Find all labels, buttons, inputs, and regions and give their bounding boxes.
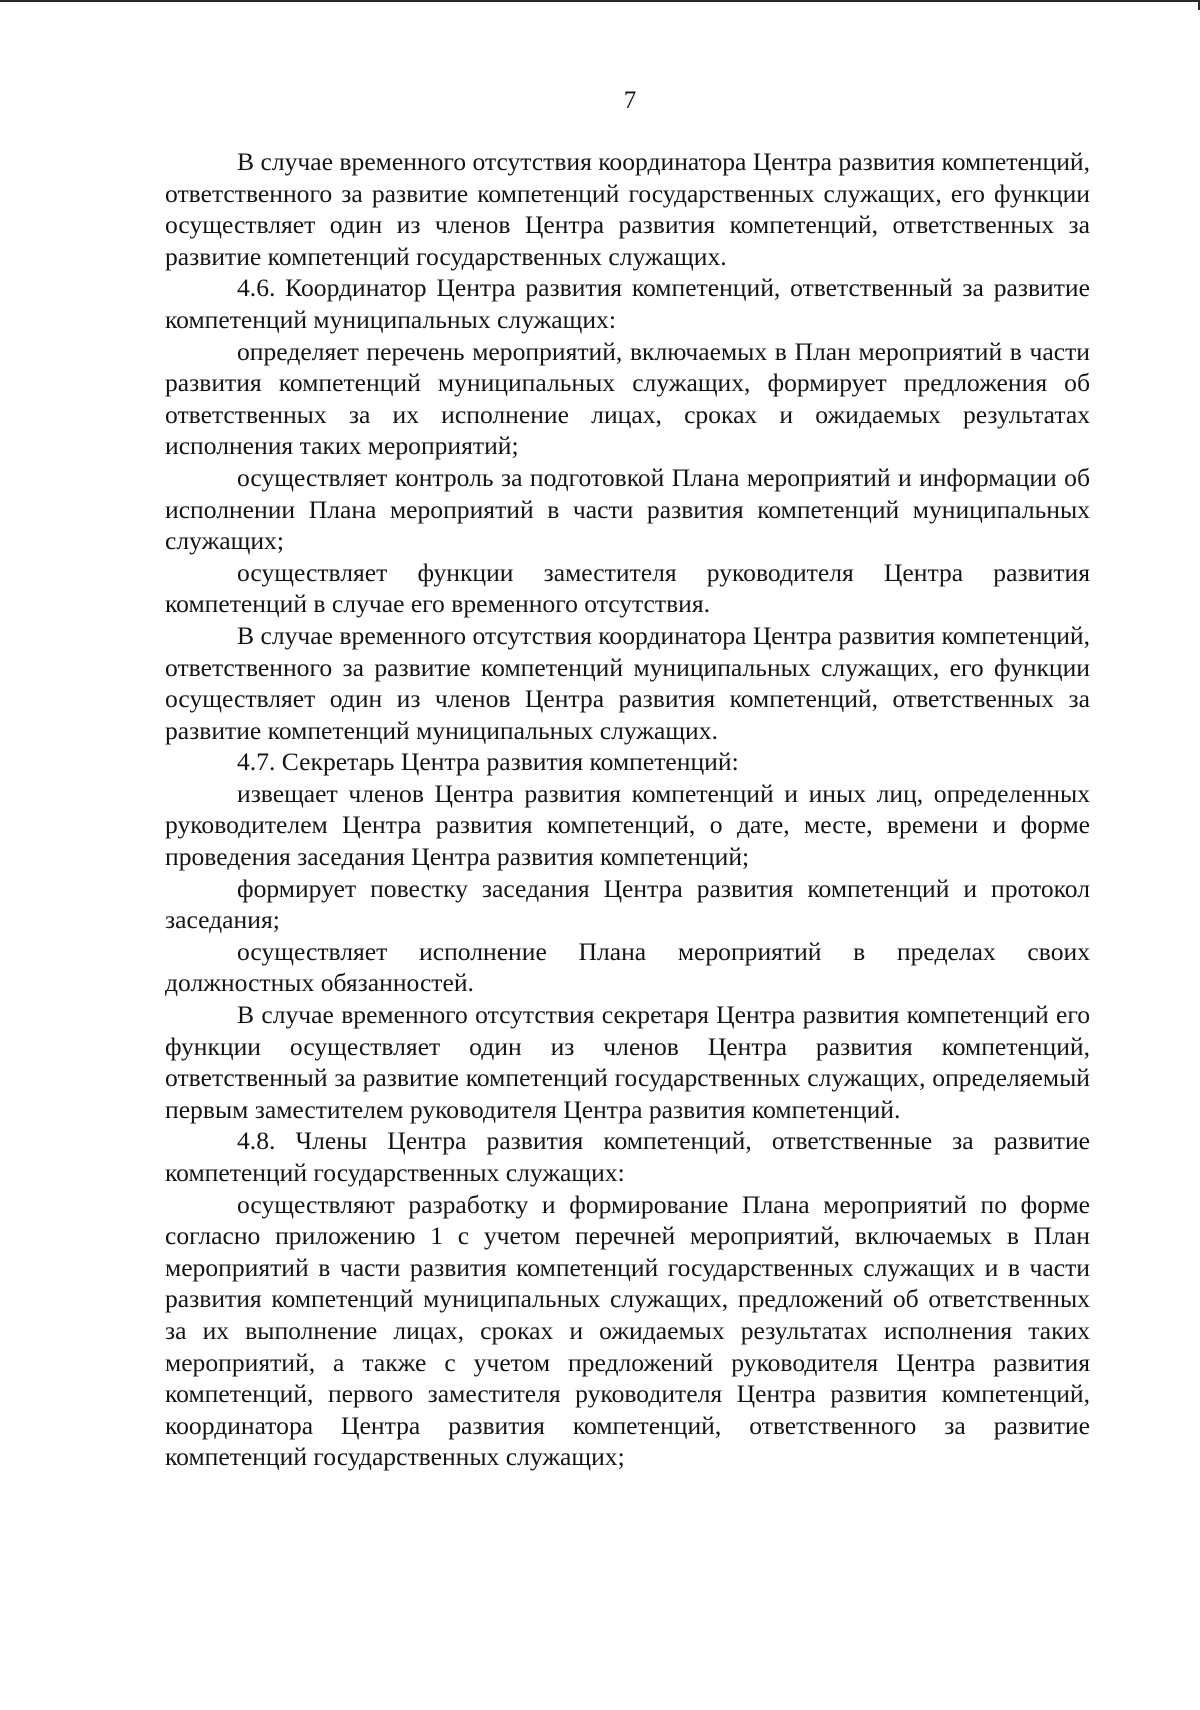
paragraph-absence-secretary: В случае временного отсутствия секретаря Центра развития компетенций его функции осуществляет один из членов Центра развития компетенций, ответственный за развитие компетенций государственных служащих, определяемый первым заместителем руководителя Центра развития компетенций.	[165, 1000, 1090, 1124]
paragraph-4-7-heading: 4.7. Секретарь Центра развития компетенций:	[237, 747, 739, 777]
paragraph-4-8-heading: 4.8. Члены Центра развития компетенций, ответственные за развитие компетенций государственных служащих:	[165, 1126, 1090, 1187]
document-body	[165, 146, 1090, 1473]
paragraph-controls-plan: осуществляет контроль за подготовкой Плана мероприятий и информации об исполнении Плана мероприятий в части развития компетенций муниципальных служащих;	[165, 462, 1090, 556]
page-number: 7	[623, 87, 637, 114]
paragraph-deputy-functions: осуществляет функции заместителя руководителя Центра развития компетенций в случае его временного отсутствия.	[165, 557, 1090, 619]
paragraph-absence-coordinator-state: В случае временного отсутствия координатора Центра развития компетенций, ответственного за развитие компетенций государственных служащих, его функции осуществляет один из членов Центра развития компетенций, ответственных за развитие компетенций государственных служащих.	[165, 147, 1090, 271]
paragraph-forms-agenda: формирует повестку заседания Центра развития компетенций и протокол заседания;	[165, 873, 1090, 935]
paragraph-determines-list: определяет перечень мероприятий, включаемых в План мероприятий в части развития компетенций муниципальных служащих, формирует предложения об ответственных за их исполнение лицах, сроках и ожидаемых результатах исполнения таких мероприятий;	[165, 336, 1090, 461]
scan-top-border	[0, 0, 1200, 2]
paragraph-notifies-members: извещает членов Центра развития компетенций и иных лиц, определенных руководителем Центра развития компетенций, о дате, месте, времени и форме проведения заседания Центра развития компетенций;	[165, 778, 1090, 872]
paragraph-4-6-heading: 4.6. Координатор Центра развития компетенций, ответственный за развитие компетенций муниципальных служащих:	[165, 273, 1090, 334]
paragraph-develop-plan: осуществляют разработку и формирование Плана мероприятий по форме согласно приложению 1 с учетом перечней мероприятий, включаемых в План мероприятий в части развития компетенций государственных служащих и в части развития компетенций муниципальных служащих, предложений об ответственных за их выполнение лицах, сроках и ожидаемых результатах исполнения таких мероприятий, а также с учетом предложений руководителя Центра развития компетенций, первого заместителя руководителя Центра развития компетенций, координатора Центра развития компетенций, ответственного за развитие компетенций государственных служащих;	[165, 1189, 1090, 1472]
paragraph-executes-plan: осуществляет исполнение Плана мероприятий в пределах своих должностных обязанностей.	[165, 936, 1090, 998]
paragraph-absence-coordinator-municipal: В случае временного отсутствия координатора Центра развития компетенций, ответственного за развитие компетенций муниципальных служащих, его функции осуществляет один из членов Центра развития компетенций, ответственных за развитие компетенций муниципальных служащих.	[165, 620, 1090, 745]
